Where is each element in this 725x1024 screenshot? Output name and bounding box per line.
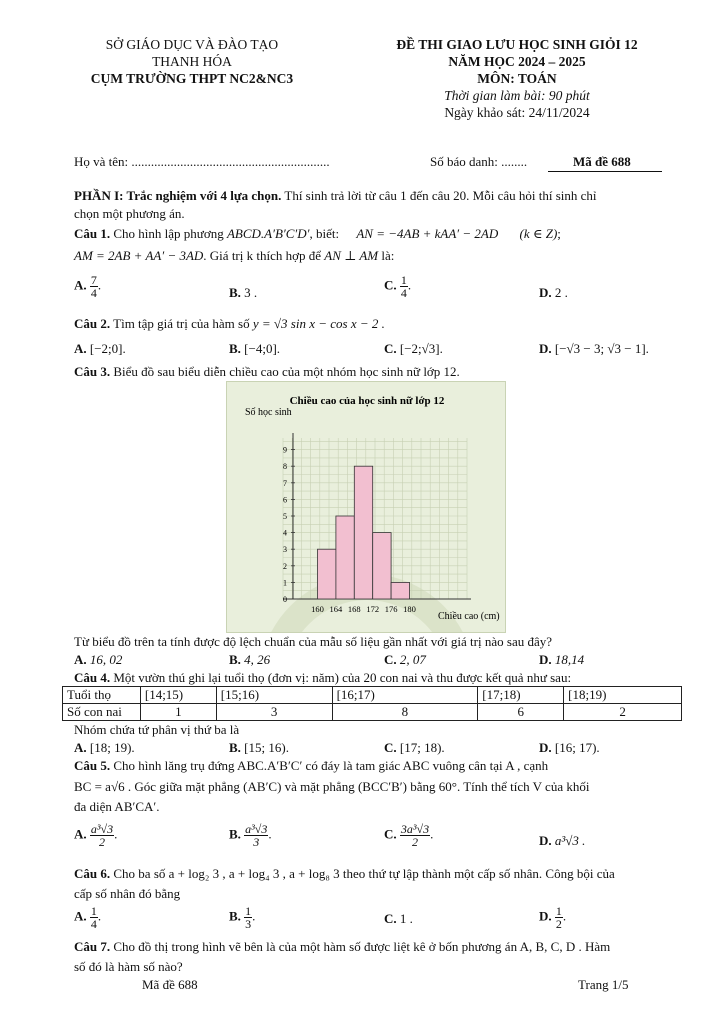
question-6 [74, 865, 680, 902]
q1-text-c: . Giá trị k thích hợp để [203, 247, 322, 263]
q1-eq2: AM = 2AB + AA′ − 3AD [74, 247, 204, 263]
question-7 [74, 938, 680, 975]
deer-age-table [62, 686, 682, 721]
table-cell: 2 [564, 704, 682, 721]
histogram-bar [391, 582, 409, 599]
question-3 [74, 363, 680, 381]
exam-title: ĐỀ THI GIAO LƯU HỌC SINH GIỎI 12 [396, 37, 638, 52]
q6-option-d[interactable]: D. $\frac{1}{2}$ . [539, 904, 567, 931]
q5-option-b[interactable]: B. $\frac{\text{a³√3}}{3}$ . [229, 822, 272, 849]
chart-y-tick-label: 0 [283, 595, 287, 604]
table-cell: 8 [332, 704, 478, 721]
histogram-bar [373, 533, 391, 599]
table-cell: [16;17) [332, 687, 478, 704]
q2-func: y = √3 sin x − cos x − 2 . [252, 316, 385, 331]
question-2 [74, 315, 680, 333]
q6-line2: cấp số nhân đó bằng [74, 885, 181, 901]
q6-line1: Cho ba số a + log₂ 3 , a + log₄ 3 , a + log₈ 3 theo thứ tự lập thành một cấp số nhân. Công bội của [113, 866, 615, 881]
chart-x-tick-label: 180 [403, 604, 416, 614]
histogram-bar [354, 466, 372, 599]
chart-title: Chiều cao của học sinh nữ lớp 12 [289, 395, 445, 407]
table-header-cell: Tuổi thọ [63, 687, 141, 704]
q4-label: Câu 4. [74, 670, 111, 685]
subject: MÔN: TOÁN [477, 71, 557, 86]
chart-y-tick-label: 2 [283, 561, 287, 571]
table-cell: [15;16) [216, 687, 332, 704]
part1-intro-text: Thí sinh trả lời từ câu 1 đến câu 20. Mỗi câu hỏi thí sinh chỉ [281, 188, 597, 203]
question-1: Câu 1. Cho hình lập phương ABCD.A′B′C′D′, biết: AN = −4AB + kAA′ − 2AD (k ∈ Z); AM = 2AB + AA′ − 3AD. Giá trị k thích hợp để AN ⊥ AM là: [74, 226, 561, 263]
chart-y-tick-label: 5 [283, 512, 287, 521]
q3-option-d[interactable]: D. 18,14 [539, 652, 585, 667]
q5-option-c[interactable]: C. $\frac{\text{3a³√3}}{2}$ . [384, 822, 434, 849]
school-cluster: CỤM TRƯỜNG THPT NC2&NC3 [90, 71, 294, 86]
chart-y-tick-label: 7 [283, 478, 287, 488]
chart-x-tick-label: 160 [311, 604, 324, 614]
student-id-field: Số báo danh: ........ [430, 154, 528, 169]
dept-name: SỞ GIÁO DỤC VÀ ĐÀO TẠO [105, 37, 279, 52]
exam-code-underline [548, 171, 662, 172]
histogram-bar [318, 549, 336, 599]
q1-text-a: Cho hình lập phương [113, 226, 224, 241]
q2-option-a[interactable]: A. [−2;0]. [74, 341, 126, 356]
q1-option-c[interactable]: C. $\frac{1}{4}$ . [384, 273, 412, 300]
q2-option-b[interactable]: B. [−4;0]. [229, 341, 281, 356]
q5-line3: đa diện AB′CA′. [74, 799, 160, 815]
q1-text-d: là: [381, 247, 395, 263]
question-5 [74, 757, 680, 816]
q3-question: Từ biểu đồ trên ta tính được độ lệch chuẩn của mẫu số liệu gần nhất với giá trị nào sau đây? [74, 634, 553, 649]
q1-cube: ABCD.A′B′C′D′ [226, 226, 310, 241]
chart-x-tick-label: 176 [384, 604, 398, 614]
q1-label: Câu 1. [74, 226, 111, 241]
q5-label: Câu 5. [74, 758, 111, 773]
q1-text-b: , biết: [309, 226, 340, 241]
q3-option-c[interactable]: C. 2, 07 [384, 652, 426, 667]
table-cell: 3 [216, 704, 332, 721]
school-year: NĂM HỌC 2024 – 2025 [448, 54, 586, 69]
chart-xlabel: Chiều cao (cm) [438, 611, 500, 622]
q3-option-a[interactable]: A. 16, 02 [74, 652, 123, 667]
table-cell: [17;18) [478, 687, 564, 704]
q6-label: Câu 6. [74, 866, 111, 881]
question-4 [74, 669, 680, 687]
duration: Thời gian làm bài: 90 phút [444, 88, 590, 103]
footer-page-number: Trang 1/5 [578, 977, 629, 992]
part1-intro-text2: chọn một phương án. [74, 205, 185, 221]
chart-y-tick-label: 4 [283, 528, 287, 538]
q2-option-d[interactable]: D. [−√3 − 3; √3 − 1]. [539, 341, 649, 356]
q6-option-a[interactable]: A. $\frac{1}{4}$ . [74, 904, 102, 931]
chart-ylabel: Số học sinh [245, 407, 292, 418]
q1-eq1: AN = −4AB + kAA′ − 2AD [356, 226, 499, 241]
chart-y-tick-label: 6 [283, 495, 287, 505]
q4-option-b[interactable]: B. [15; 16). [229, 740, 289, 755]
chart-x-tick-label: 168 [347, 604, 361, 614]
q4-question: Nhóm chứa tứ phân vị thứ ba là [74, 722, 240, 737]
chart-y-tick-label: 9 [283, 445, 287, 455]
table-row [63, 704, 682, 721]
histogram-bar [336, 516, 354, 599]
exam-date: Ngày khảo sát: 24/11/2024 [444, 105, 590, 120]
q1-option-a[interactable]: A. $\frac{7}{4}$ . [74, 273, 102, 300]
q4-option-a[interactable]: A. [18; 19). [74, 740, 135, 755]
q7-line1: Cho đồ thị trong hình vẽ bên là của một hàm số được liệt kê ở bốn phương án A, B, C, D . Hàm [113, 939, 611, 954]
q5-line1: Cho hình lăng trụ đứng ABC.A′B′C′ có đáy là tam giác ABC vuông cân tại A , cạnh [113, 758, 549, 773]
table-row [63, 687, 682, 704]
q1-perp: AN ⊥ AM [324, 247, 379, 263]
q5-option-d[interactable]: D. a³√3 . [539, 833, 586, 848]
q1-option-b[interactable]: B. 3 . [229, 285, 258, 300]
table-cell: 1 [140, 704, 216, 721]
q6-option-b[interactable]: B. $\frac{1}{3}$ . [229, 904, 256, 931]
chart-y-tick-label: 1 [283, 578, 287, 588]
q3-text: Biểu đồ sau biểu diễn chiều cao của một nhóm học sinh nữ lớp 12. [113, 364, 460, 379]
chart-y-tick-label: 3 [283, 545, 287, 555]
table-cell: [18;19) [564, 687, 682, 704]
table-cell: [14;15) [140, 687, 216, 704]
footer-exam-code: Mã đề 688 [142, 977, 198, 992]
header-right [372, 36, 662, 121]
histogram-svg [227, 382, 505, 632]
q3-label: Câu 3. [74, 364, 111, 379]
chart-x-tick-label: 172 [366, 604, 380, 614]
header-left [62, 36, 322, 87]
q4-option-c[interactable]: C. [17; 18). [384, 740, 445, 755]
q2-text: Tìm tập giá trị của hàm số [113, 316, 250, 331]
q7-label: Câu 7. [74, 939, 111, 954]
q6-option-c[interactable]: C. 1 . [384, 911, 413, 926]
q2-label: Câu 2. [74, 316, 111, 331]
table-cell: 6 [478, 704, 564, 721]
q1-cond: (k ∈ Z) [519, 226, 558, 241]
chart-y-tick-label: 8 [283, 462, 287, 472]
q5-option-a[interactable]: A. $\frac{\text{a³√3}}{2}$ . [74, 822, 118, 849]
chart-x-tick-label: 164 [329, 604, 343, 614]
q5-line2: BC = a√6 . Góc giữa mặt phẳng (AB′C) và mặt phẳng (BCC′B′) bằng 60°. Tính thể tích V của khối [74, 778, 590, 794]
part1-title: PHẦN I: Trắc nghiệm với 4 lựa chọn. [74, 188, 282, 203]
table-header-cell: Số con nai [63, 704, 141, 721]
province-name: THANH HÓA [152, 54, 232, 69]
q2-option-c[interactable]: C. [−2;√3]. [384, 341, 443, 356]
q1-option-d[interactable]: D. 2 . [539, 285, 568, 300]
q4-text: Một vườn thú ghi lại tuổi thọ (đơn vị: năm) của 20 con nai và thu được kết quả như sau: [113, 670, 572, 685]
exam-code: Mã đề 688 [573, 154, 631, 169]
q4-option-d[interactable]: D. [16; 17). [539, 740, 600, 755]
part1-intro [74, 187, 680, 222]
q3-option-b[interactable]: B. 4, 26 [229, 652, 271, 667]
q7-line2: số đó là hàm số nào? [74, 958, 183, 974]
height-histogram [226, 381, 506, 633]
student-name-field: Họ và tên: ............................................................. [74, 154, 330, 169]
